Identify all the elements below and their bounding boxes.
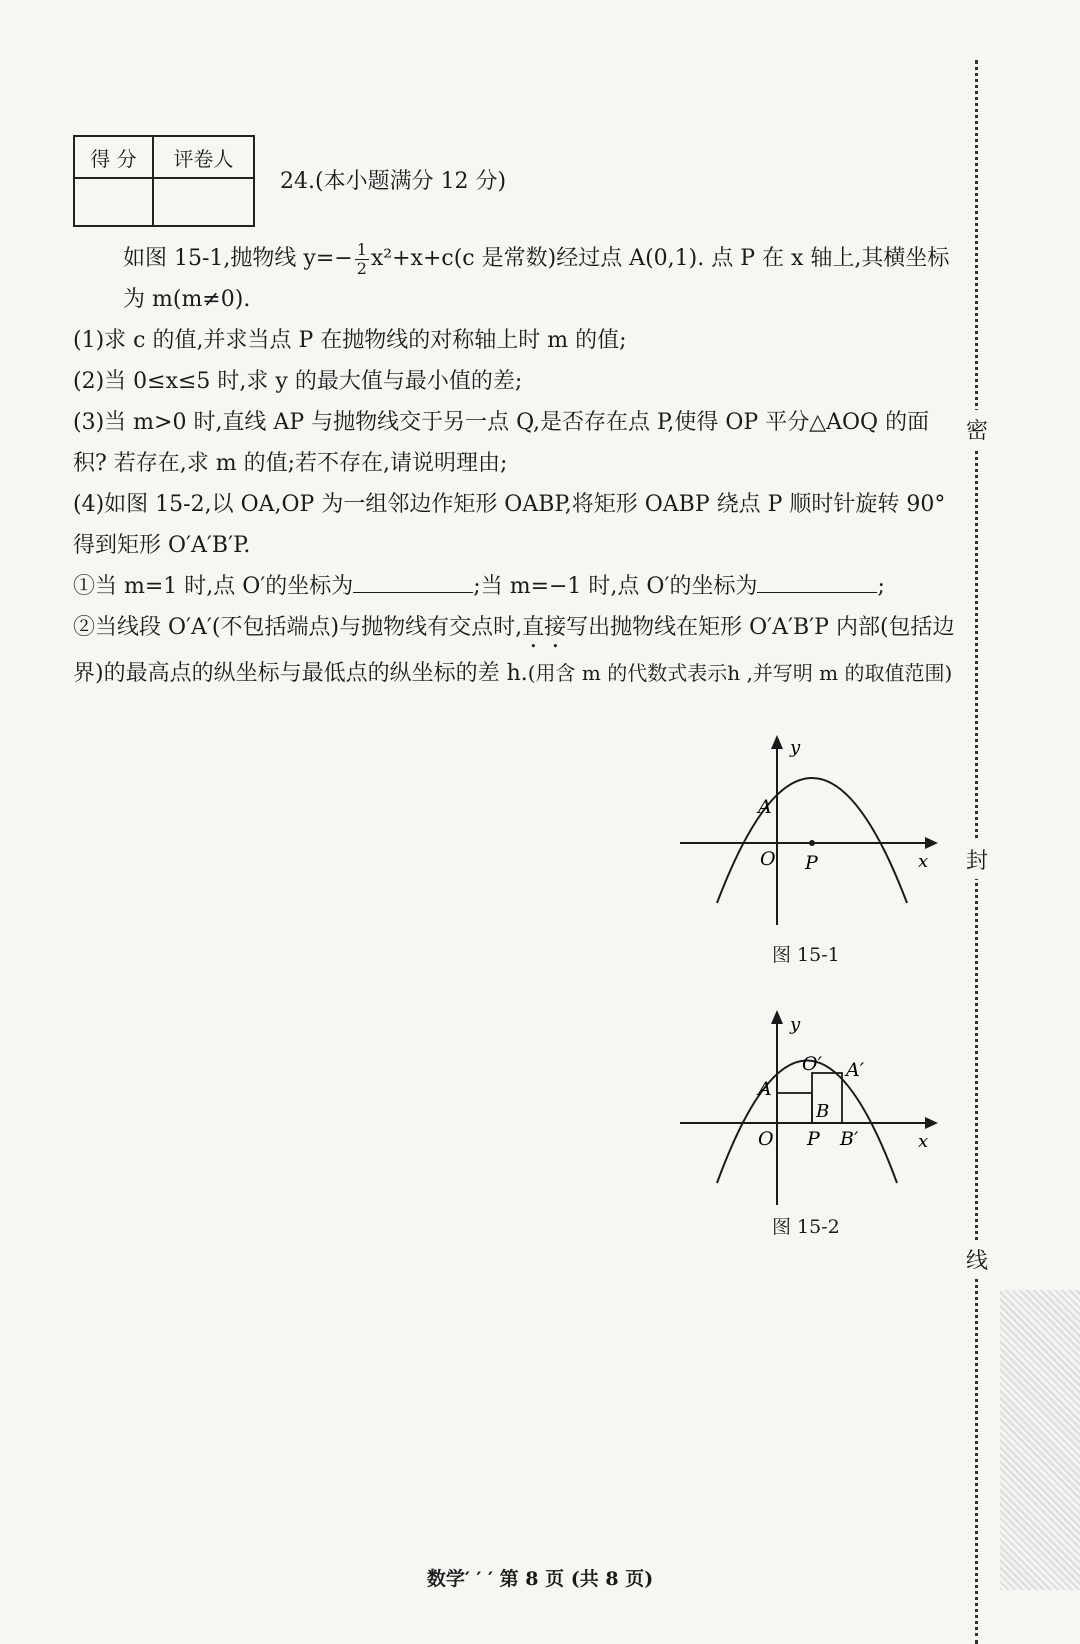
intro-part-b: x²+x+c(c 是常数)经过点 A(0,1). 点 P 在 x 轴上,其横坐标为 m(m≠0). — [123, 246, 950, 312]
part-2: (2)当 0≤x≤5 时,求 y 的最大值与最小值的差; — [73, 369, 523, 394]
label-y: y — [790, 737, 801, 758]
sub2-text-a: ②当线段 O′A′(不包括端点)与抛物线有交点时, — [73, 615, 523, 640]
part-3: (3)当 m>0 时,直线 AP 与抛物线交于另一点 Q,是否存在点 P,使得 OP 平分△AOQ 的面积? 若存在,求 m 的值;若不存在,请说明理由; — [73, 410, 930, 476]
score-cell — [74, 178, 153, 226]
fraction-numerator: 1 — [356, 239, 367, 259]
fraction-denominator: 2 — [356, 258, 367, 278]
binding-char-close: 封 — [966, 840, 988, 879]
label-b-prime: B′ — [840, 1128, 859, 1150]
label-x: x — [918, 851, 929, 872]
label-o-prime: O′ — [802, 1053, 822, 1075]
figure-15-2 — [670, 1010, 940, 1210]
fraction — [355, 241, 369, 278]
label-p: P — [807, 1128, 820, 1150]
sub1-text-b: ;当 m=−1 时,点 O′的坐标为 — [473, 574, 758, 599]
problem-text — [73, 238, 955, 694]
answer-blank-1 — [353, 570, 473, 593]
label-x: x — [918, 1131, 929, 1152]
y-axis-arrow — [771, 735, 783, 749]
y-axis-arrow — [771, 1010, 783, 1024]
rectangle-oabp — [777, 1093, 812, 1123]
binding-char-line: 线 — [966, 1240, 988, 1279]
figure-15-1-graph — [670, 735, 940, 930]
figure-15-2-graph — [670, 1010, 940, 1210]
part-1: (1)求 c 的值,并求当点 P 在抛物线的对称轴上时 m 的值; — [73, 328, 627, 353]
label-o: O — [760, 848, 776, 870]
answer-blank-2 — [757, 570, 877, 593]
label-b: B — [816, 1101, 830, 1122]
caption-15-1: 图 15-1 — [772, 944, 840, 966]
grader-header: 评卷人 — [153, 136, 254, 178]
x-axis-arrow — [925, 837, 938, 849]
x-axis-arrow — [925, 1117, 938, 1129]
point-p — [809, 840, 815, 846]
score-table — [73, 135, 255, 227]
sub2-emphasis: 直接 — [522, 615, 567, 640]
figure-15-1 — [670, 735, 940, 930]
part-4: (4)如图 15-2,以 OA,OP 为一组邻边作矩形 OABP,将矩形 OABP 绕点 P 顺时针旋转 90°得到矩形 O′A′B′P. — [73, 492, 946, 558]
sub1-text-a: ①当 m=1 时,点 O′的坐标为 — [73, 574, 354, 599]
label-a-prime: A′ — [846, 1059, 865, 1081]
label-y: y — [790, 1014, 801, 1035]
question-title: 24.(本小题满分 12 分) — [280, 169, 507, 194]
intro-part-a: 如图 15-1,抛物线 y=− — [123, 246, 353, 271]
score-header: 得 分 — [74, 136, 153, 178]
sub-question-2 — [73, 607, 955, 694]
sub-question-1 — [73, 566, 955, 607]
parabola — [717, 1061, 897, 1184]
sub1-text-c: ; — [877, 574, 885, 599]
caption-15-2: 图 15-2 — [772, 1216, 840, 1238]
grader-cell — [153, 178, 254, 226]
sub2-note: (用含 m 的代数式表示h ,并写明 m 的取值范围) — [527, 661, 953, 685]
binding-char-seal: 密 — [966, 410, 988, 449]
label-a: A — [758, 796, 772, 818]
sub2-text-b: 写出抛物线在矩形 O′A′B′P 内部(包括边界)的最高点的纵坐标与最低点的纵坐标的差 h. — [73, 615, 955, 686]
label-p: P — [805, 852, 818, 874]
scan-noise — [1000, 1290, 1080, 1590]
label-o: O — [758, 1128, 774, 1150]
problem-intro — [73, 238, 955, 320]
label-a: A — [758, 1078, 772, 1100]
page-footer: 数学′ ′ ′ 第 8 页 (共 8 页) — [426, 1568, 654, 1590]
